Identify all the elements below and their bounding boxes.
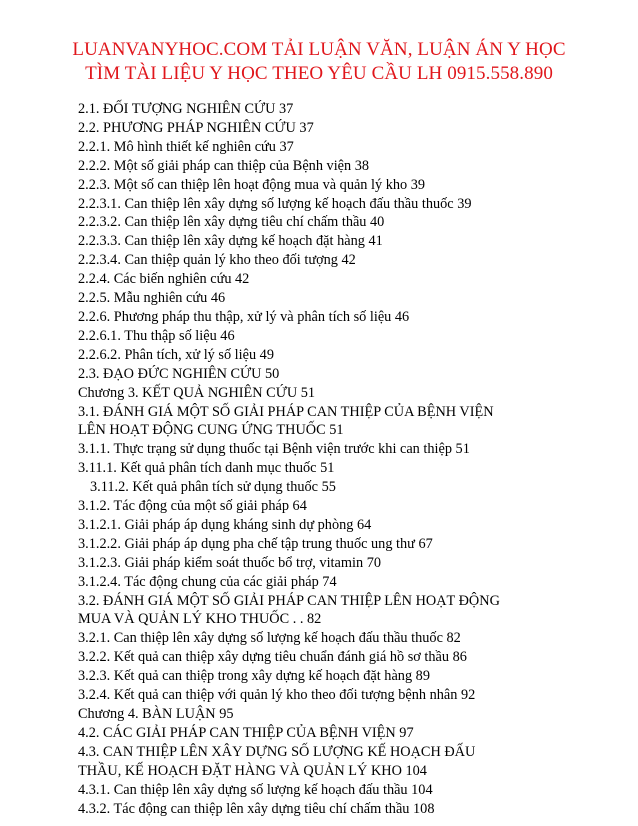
toc-entry: 2.2.3.1. Can thiệp lên xây dựng số lượng kế hoạch đấu thầu thuốc 39 bbox=[78, 195, 472, 212]
toc-entry: 3.2.3. Kết quả can thiệp trong xây dựng kế hoạch đặt hàng 89 bbox=[78, 668, 430, 685]
toc-entry: MUA VÀ QUẢN LÝ KHO THUỐC . . 82 bbox=[78, 611, 322, 628]
toc-entry: 4.3. CAN THIỆP LÊN XÂY DỰNG SỐ LƯỢNG KẾ HOẠCH ĐẤU bbox=[78, 743, 476, 760]
toc-entry: 2.3. ĐẠO ĐỨC NGHIÊN CỨU 50 bbox=[78, 365, 280, 382]
toc-entry: 3.1.2.2. Giải pháp áp dụng pha chế tập trung thuốc ung thư 67 bbox=[78, 535, 433, 552]
toc-entry: 3.11.2. Kết quả phân tích sử dụng thuốc 55 bbox=[90, 479, 336, 496]
toc-entry: 2.1. ĐỐI TƯỢNG NGHIÊN CỨU 37 bbox=[78, 101, 294, 117]
header-line-1: LUANVANYHOC.COM TẢI LUẬN VĂN, LUẬN ÁN Y HỌC bbox=[72, 39, 566, 60]
toc-entry: 3.1.2.4. Tác động chung của các giải pháp 74 bbox=[78, 573, 337, 590]
toc-entry: LÊN HOẠT ĐỘNG CUNG ỨNG THUỐC 51 bbox=[78, 422, 344, 439]
toc-entry: 2.2.3. Một số can thiệp lên hoạt động mua và quản lý kho 39 bbox=[78, 176, 426, 193]
toc-entry: 2.2.3.2. Can thiệp lên xây dựng tiêu chí chấm thầu 40 bbox=[78, 214, 385, 231]
table-of-contents bbox=[78, 100, 608, 818]
toc-entry: 3.2.2. Kết quả can thiệp xây dựng tiêu chuẩn đánh giá hồ sơ thầu 86 bbox=[78, 649, 467, 666]
toc-entry: 3.2. ĐÁNH GIÁ MỘT SỐ GIẢI PHÁP CAN THIỆP LÊN HOẠT ĐỘNG bbox=[78, 592, 500, 609]
toc-entry: 2.2.4. Các biến nghiên cứu 42 bbox=[78, 271, 250, 288]
toc-entry: 2.2.6.2. Phân tích, xử lý số liệu 49 bbox=[78, 346, 274, 363]
toc-entry: 2.2. PHƯƠNG PHÁP NGHIÊN CỨU 37 bbox=[78, 119, 314, 136]
toc-entry: 2.2.1. Mô hình thiết kế nghiên cứu 37 bbox=[78, 138, 294, 155]
toc-entry: 2.2.3.4. Can thiệp quản lý kho theo đối tượng 42 bbox=[78, 252, 356, 269]
toc-entry: 4.3.2. Tác động can thiệp lên xây dựng tiêu chí chấm thầu 108 bbox=[78, 800, 435, 817]
toc-entry: 2.2.6.1. Thu thập số liệu 46 bbox=[78, 327, 235, 344]
toc-entry: 2.2.3.3. Can thiệp lên xây dựng kế hoạch đặt hàng 41 bbox=[78, 233, 383, 250]
toc-entry: 3.11.1. Kết quả phân tích danh mục thuốc 51 bbox=[78, 460, 335, 477]
toc-entry: 2.2.2. Một số giải pháp can thiệp của Bệnh viện 38 bbox=[78, 157, 370, 174]
toc-entry: THẦU, KẾ HOẠCH ĐẶT HÀNG VÀ QUẢN LÝ KHO 104 bbox=[78, 762, 427, 779]
toc-entry: Chương 4. BÀN LUẬN 95 bbox=[78, 706, 234, 722]
toc-entry: 3.1.1. Thực trạng sử dụng thuốc tại Bệnh viện trước khi can thiệp 51 bbox=[78, 441, 470, 458]
toc-entry: 2.2.5. Mẫu nghiên cứu 46 bbox=[78, 290, 226, 307]
toc-entry: 3.1.2.3. Giải pháp kiểm soát thuốc bổ trợ, vitamin 70 bbox=[78, 554, 381, 571]
toc-entry: 4.2. CÁC GIẢI PHÁP CAN THIỆP CỦA BỆNH VIỆN 97 bbox=[78, 724, 414, 741]
toc-entry: 3.1.2. Tác động của một số giải pháp 64 bbox=[78, 498, 307, 515]
toc-entry: 3.1. ĐÁNH GIÁ MỘT SỐ GIẢI PHÁP CAN THIỆP CỦA BỆNH VIỆN bbox=[78, 403, 494, 420]
header-line-2: TÌM TÀI LIỆU Y HỌC THEO YÊU CẦU LH 0915.558.890 bbox=[85, 63, 553, 84]
page-header bbox=[0, 38, 638, 86]
toc-entry: 3.2.4. Kết quả can thiệp với quản lý kho theo đối tượng bệnh nhân 92 bbox=[78, 687, 476, 704]
toc-entry: 3.1.2.1. Giải pháp áp dụng kháng sinh dự phòng 64 bbox=[78, 516, 372, 533]
toc-entry: Chương 3. KẾT QUẢ NGHIÊN CỨU 51 bbox=[78, 384, 316, 401]
toc-entry: 3.2.1. Can thiệp lên xây dựng số lượng kế hoạch đấu thầu thuốc 82 bbox=[78, 630, 461, 647]
toc-entry: 2.2.6. Phương pháp thu thập, xử lý và phân tích số liệu 46 bbox=[78, 308, 410, 325]
toc-entry: 4.3.1. Can thiệp lên xây dựng số lượng kế hoạch đấu thầu 104 bbox=[78, 781, 433, 798]
